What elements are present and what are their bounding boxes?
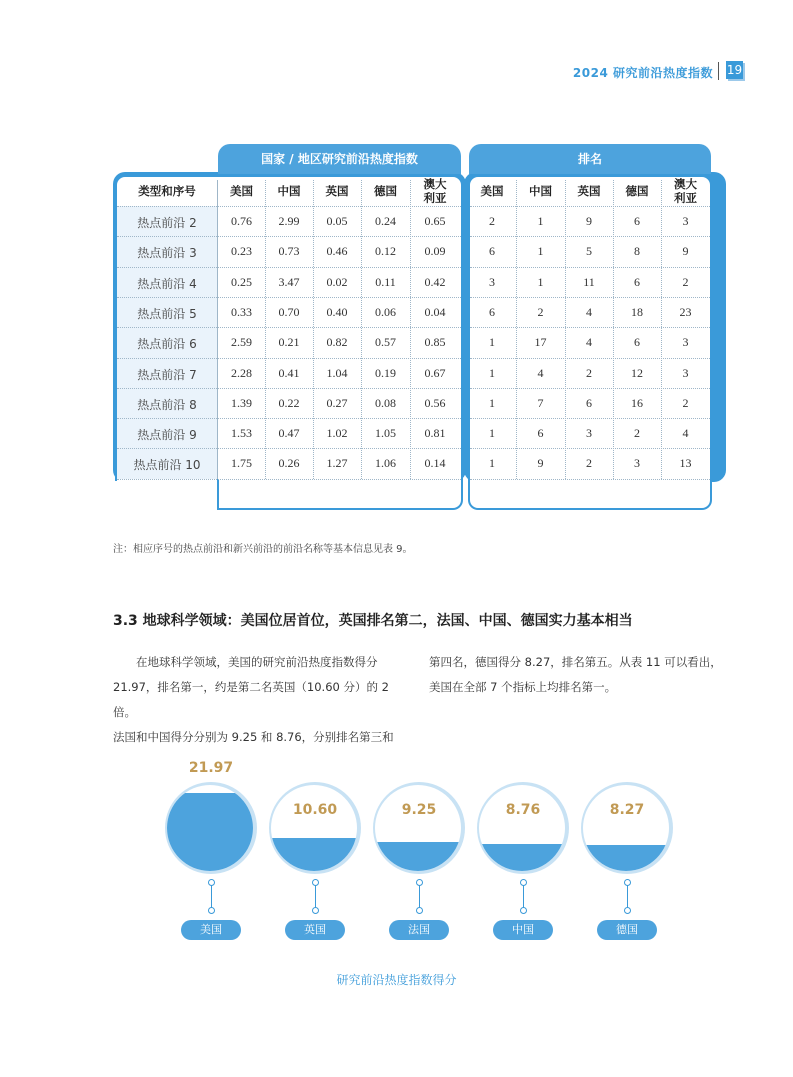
rank-cell: 1 — [489, 335, 495, 350]
heat-cell: 0.85 — [424, 335, 446, 350]
heat-cell: 0.67 — [424, 365, 446, 380]
heat-cell: 1.53 — [231, 426, 252, 441]
connector-dot-bottom — [416, 907, 423, 914]
section-title: 3.3 地球科学领域：美国位居首位，英国排名第二，法国、中国、德国实力基本相当 — [113, 613, 633, 629]
value-label: 8.76 — [505, 802, 541, 818]
heat-cell: 0.42 — [424, 274, 446, 289]
rank-cell: 1 — [537, 214, 544, 228]
heat-cell: 0.46 — [326, 244, 348, 259]
category-label: 德国 — [597, 920, 657, 940]
heat-card-left-edge — [217, 479, 219, 509]
row-label: 热点前沿 8 — [137, 397, 197, 412]
heat-cell: 0.65 — [424, 214, 446, 228]
heat-cell: 3.47 — [278, 274, 300, 289]
row-divider — [470, 448, 710, 449]
rank-cell: 2 — [586, 365, 592, 380]
heat-cell: 1.27 — [326, 456, 348, 471]
category-label: 法国 — [389, 920, 449, 940]
heat-cell: 1.75 — [231, 456, 252, 471]
heat-cell: 0.33 — [231, 304, 252, 319]
paragraph-left — [113, 650, 413, 750]
rank-cell: 12 — [631, 365, 643, 380]
rank-cell: 3 — [634, 456, 640, 471]
row-divider — [470, 206, 710, 207]
heat-cell: 0.24 — [375, 214, 396, 228]
table-note: 注：相应序号的热点前沿和新兴前沿的前沿名称等基本信息见表 9。 — [113, 544, 413, 555]
row-label: 热点前沿 5 — [137, 306, 197, 321]
heat-cell: 2.59 — [231, 335, 252, 350]
connector-dot-bottom — [520, 907, 527, 914]
rank-cell: 6 — [634, 274, 640, 289]
bubble-inner — [375, 785, 461, 871]
heat-cell: 0.47 — [278, 426, 300, 441]
row-divider — [470, 358, 710, 359]
column-divider — [313, 180, 314, 479]
heat-cell: 0.57 — [375, 335, 396, 350]
header-divider — [718, 62, 719, 80]
bubble-fill-1 — [271, 838, 357, 871]
heat-cell: 0.23 — [231, 244, 252, 259]
connector-line — [523, 885, 524, 908]
value-label: 10.60 — [292, 802, 338, 818]
connector-line — [627, 885, 628, 908]
score-bubble — [373, 782, 465, 874]
score-bubble — [269, 782, 361, 874]
score-bubble — [581, 782, 673, 874]
rank-cell: 17 — [534, 335, 547, 350]
running-header-title: 2024 研究前沿热度指数 — [572, 66, 713, 80]
group-header-rank: 排名 — [469, 144, 711, 174]
rank-cell: 6 — [537, 426, 544, 441]
category-label: 美国 — [181, 920, 241, 940]
column-divider — [516, 180, 517, 479]
row-divider — [470, 297, 710, 298]
rank-cell: 3 — [682, 335, 689, 350]
heat-cell: 0.19 — [375, 365, 396, 380]
rank-cell: 2 — [537, 304, 544, 319]
row-divider — [470, 388, 710, 389]
rank-cell: 1 — [489, 456, 495, 471]
heat-cell: 2.28 — [231, 365, 252, 380]
heat-cell: 0.76 — [231, 214, 252, 228]
heat-cell: 1.05 — [375, 426, 396, 441]
heat-cell: 0.09 — [424, 244, 446, 259]
rank-cell: 3 — [682, 365, 689, 380]
heat-cell: 0.82 — [326, 335, 348, 350]
bubble-inner — [583, 785, 669, 871]
connector-dot-bottom — [624, 907, 631, 914]
rank-cell: 2 — [682, 274, 689, 289]
heat-cell: 0.12 — [375, 244, 396, 259]
row-divider — [470, 418, 710, 419]
rank-cell: 6 — [489, 304, 495, 319]
bubble-inner — [479, 785, 565, 871]
heat-cell: 0.11 — [375, 274, 396, 289]
label-divider — [217, 180, 218, 479]
column-header-heat: 中国 — [277, 184, 301, 198]
bubble-fill-2 — [375, 842, 461, 871]
rank-cell: 4 — [586, 335, 592, 350]
connector-line — [315, 885, 316, 908]
rank-cell: 2 — [586, 456, 592, 471]
connector-dot-bottom — [312, 907, 319, 914]
group-header-heat: 国家 / 地区研究前沿热度指数 — [218, 144, 461, 174]
rank-cell: 4 — [682, 426, 689, 441]
heat-cell: 0.04 — [424, 304, 446, 319]
connector-line — [419, 885, 420, 908]
rank-cell: 13 — [679, 456, 692, 471]
rank-cell: 1 — [537, 274, 544, 289]
heat-cell: 0.25 — [231, 274, 252, 289]
column-header-heat: 德国 — [374, 184, 397, 198]
row-label: 热点前沿 6 — [137, 337, 197, 352]
rank-cell: 9 — [537, 456, 544, 471]
heat-cell: 0.21 — [278, 335, 300, 350]
row-label: 热点前沿 4 — [137, 276, 197, 291]
rank-cell: 11 — [583, 274, 595, 289]
rank-cell: 2 — [489, 214, 495, 228]
heat-cell: 1.39 — [231, 395, 252, 410]
rank-cell: 9 — [586, 214, 592, 228]
row-label: 热点前沿 3 — [137, 246, 197, 261]
row-divider — [470, 327, 710, 328]
rank-cell: 3 — [682, 214, 689, 228]
rank-cell: 7 — [537, 395, 544, 410]
score-bubble — [165, 782, 257, 874]
column-header-rank: 英国 — [577, 184, 601, 198]
heat-cell: 0.56 — [424, 395, 446, 410]
paragraph-line: 第四名，德国得分 8.27，排名第五。从表 11 可以看出， — [429, 655, 722, 669]
heat-cell: 1.04 — [326, 365, 348, 380]
rank-cell: 1 — [489, 395, 495, 410]
paragraph-right — [429, 650, 739, 700]
heat-cell: 0.40 — [326, 304, 348, 319]
column-header-rank: 中国 — [529, 184, 552, 198]
heat-cell: 0.02 — [326, 274, 348, 289]
row-label: 热点前沿 2 — [137, 216, 197, 230]
heat-cell: 0.26 — [278, 456, 300, 471]
rank-cell: 4 — [537, 365, 544, 380]
heat-cell: 0.22 — [278, 395, 300, 410]
row-label: 热点前沿 7 — [137, 367, 197, 382]
column-header-heat: 英国 — [325, 184, 349, 198]
paragraph-line: 21.97，排名第一，约是第二名英国（10.60 分）的 2 倍。 — [113, 680, 389, 719]
rank-cell: 5 — [586, 244, 592, 259]
row-label: 热点前沿 9 — [137, 428, 197, 443]
column-divider — [361, 180, 362, 479]
rank-cell: 1 — [537, 244, 544, 259]
rank-cell: 3 — [586, 426, 592, 441]
label-column-cap — [113, 481, 217, 521]
rank-cell: 23 — [679, 304, 692, 319]
row-label: 热点前沿 10 — [133, 458, 201, 473]
bubble-fill-3 — [479, 844, 565, 871]
rank-cell: 6 — [634, 335, 640, 350]
column-header-rank: 美国 — [480, 184, 504, 198]
rank-cell: 16 — [631, 395, 643, 410]
paragraph-line: 美国在全部 7 个指标上均排名第一。 — [429, 680, 617, 694]
rank-cell: 6 — [489, 244, 495, 259]
chart-title: 研究前沿热度指数得分 — [336, 973, 457, 987]
row-divider — [470, 479, 710, 480]
heat-cell: 0.70 — [278, 304, 300, 319]
column-divider — [565, 180, 566, 479]
column-header-rank: 澳大 利亚 — [674, 177, 697, 205]
paragraph-line: 法国和中国得分分别为 9.25 和 8.76，分别排名第三和 — [113, 730, 394, 744]
row-divider — [470, 236, 710, 237]
bubble-inner — [271, 785, 357, 871]
heat-cell: 0.05 — [326, 214, 348, 228]
heat-cell: 2.99 — [278, 214, 300, 228]
heat-cell: 1.02 — [326, 426, 348, 441]
rank-cell: 2 — [682, 395, 689, 410]
row-divider — [470, 267, 710, 268]
column-header-heat: 美国 — [230, 184, 253, 198]
heat-cell: 1.06 — [375, 456, 396, 471]
rank-cell: 9 — [682, 244, 689, 259]
heat-cell: 0.14 — [424, 456, 446, 471]
column-divider — [265, 180, 266, 479]
row-divider — [117, 479, 461, 480]
rank-cell: 2 — [634, 426, 640, 441]
rank-cell: 8 — [634, 244, 640, 259]
connector-dot-bottom — [208, 907, 215, 914]
rank-cell: 4 — [586, 304, 592, 319]
heat-cell: 0.06 — [375, 304, 396, 319]
rank-cell: 18 — [631, 304, 643, 319]
heat-cell: 0.41 — [278, 365, 300, 380]
rank-cell: 1 — [489, 365, 495, 380]
value-label: 9.25 — [401, 802, 437, 818]
rank-cell: 6 — [634, 214, 640, 228]
column-divider — [661, 180, 662, 479]
bubble-fill-0 — [167, 793, 253, 871]
value-label: 8.27 — [609, 802, 645, 818]
label-column-header: 类型和序号 — [138, 184, 196, 198]
rank-cell: 1 — [489, 426, 495, 441]
heat-cell: 0.08 — [375, 395, 396, 410]
bubble-fill-4 — [583, 845, 669, 871]
heat-cell: 0.73 — [278, 244, 300, 259]
heat-cell: 0.81 — [424, 426, 446, 441]
paragraph-line: 在地球科学领域，美国的研究前沿热度指数得分 — [113, 655, 378, 669]
page-number: 19 — [726, 63, 743, 77]
column-header-rank: 德国 — [625, 184, 649, 198]
category-label: 中国 — [493, 920, 553, 940]
score-bubble — [477, 782, 569, 874]
column-header-heat: 澳大 利亚 — [423, 177, 447, 205]
heat-cell: 0.27 — [326, 395, 348, 410]
column-divider — [613, 180, 614, 479]
bubble-inner — [167, 785, 253, 871]
column-divider — [410, 180, 411, 479]
rank-cell: 3 — [489, 274, 495, 289]
category-label: 英国 — [285, 920, 345, 940]
value-label: 21.97 — [188, 760, 234, 776]
connector-line — [211, 885, 212, 908]
rank-cell: 6 — [586, 395, 592, 410]
